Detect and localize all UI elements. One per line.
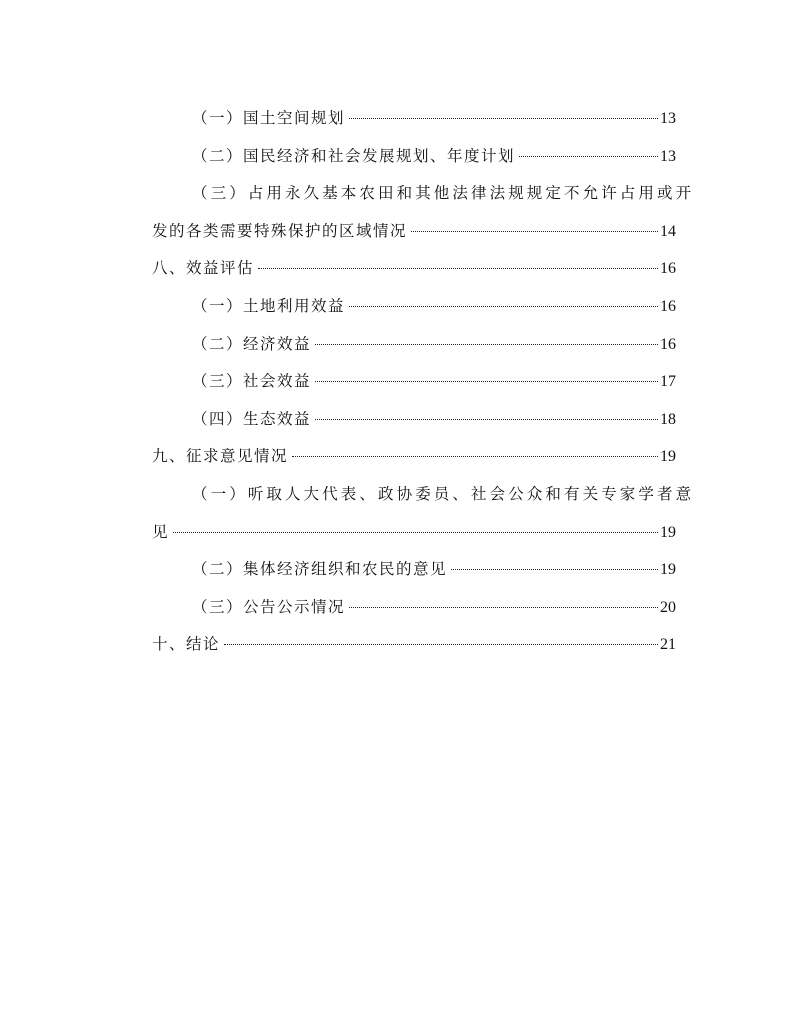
toc-entry-land-use-benefit[interactable] (152, 288, 676, 326)
toc-entry-title: （三）社会效益 (192, 372, 312, 391)
toc-entry-page: 20 (660, 598, 676, 616)
toc-entry-title: （三）公告公示情况 (192, 597, 346, 616)
toc-entry-economic-plan[interactable] (152, 138, 676, 176)
toc-entry-title: 八、效益评估 (152, 259, 255, 278)
dot-leader (258, 268, 658, 269)
dot-leader (519, 156, 658, 157)
dot-leader (315, 419, 658, 420)
dot-leader (292, 456, 658, 457)
toc-entry-page: 13 (660, 110, 676, 127)
toc-entry-collective-opinions[interactable] (152, 551, 676, 589)
toc-entry-title: （一）国土空间规划 (192, 109, 346, 127)
toc-entry-page: 14 (660, 222, 676, 240)
toc-entry-page: 17 (660, 373, 676, 391)
toc-entry-title: 九、征求意见情况 (152, 447, 289, 466)
toc-entry-expert-opinions-line2[interactable] (152, 514, 676, 552)
toc-entry-page: 13 (660, 147, 676, 165)
dot-leader (349, 306, 658, 307)
dot-leader (451, 569, 658, 570)
dot-leader (411, 231, 658, 232)
toc-section-benefit-assessment[interactable] (152, 250, 676, 288)
dot-leader (315, 344, 658, 345)
toc-entry-economic-benefit[interactable] (152, 326, 676, 364)
toc-entry-protected-areas-line2[interactable] (152, 213, 676, 251)
toc-entry-title: （二）国民经济和社会发展规划、年度计划 (192, 146, 516, 165)
toc-entry-protected-areas-line1[interactable]: （三）占用永久基本农田和其他法律法规规定不允许占用或开 (192, 184, 695, 203)
toc-entry-page: 19 (660, 561, 676, 579)
toc-section-opinion-solicitation[interactable] (152, 438, 676, 476)
dot-leader (349, 118, 658, 119)
toc-entry-page: 21 (660, 636, 676, 654)
table-of-contents (152, 100, 695, 664)
toc-entry-page: 16 (660, 297, 676, 315)
toc-entry-title: 发的各类需要特殊保护的区域情况 (152, 221, 408, 240)
dot-leader (349, 607, 658, 608)
toc-entry-page: 18 (660, 410, 676, 428)
toc-entry-expert-opinions-line1[interactable]: （一）听取人大代表、政协委员、社会公众和有关专家学者意 (192, 484, 695, 503)
toc-entry-title: （四）生态效益 (192, 409, 312, 428)
toc-entry-title: （二）集体经济组织和农民的意见 (192, 560, 448, 579)
toc-entry-public-notice[interactable] (152, 589, 676, 627)
toc-entry-title: （一）土地利用效益 (192, 296, 346, 315)
toc-entry-title: 见 (152, 522, 170, 541)
toc-section-conclusion[interactable] (152, 626, 676, 664)
toc-entry-page: 19 (660, 523, 676, 541)
dot-leader (173, 532, 658, 533)
toc-entry-page: 16 (660, 335, 676, 353)
toc-entry-ecological-benefit[interactable] (152, 401, 676, 439)
dot-leader (315, 381, 658, 382)
toc-entry-page: 16 (660, 260, 676, 278)
dot-leader (224, 644, 658, 645)
toc-entry-page: 19 (660, 448, 676, 466)
toc-entry-title: （二）经济效益 (192, 334, 312, 353)
toc-entry-social-benefit[interactable] (152, 363, 676, 401)
toc-entry-title: 十、结论 (152, 635, 221, 654)
toc-entry-land-space-planning[interactable] (152, 100, 676, 138)
